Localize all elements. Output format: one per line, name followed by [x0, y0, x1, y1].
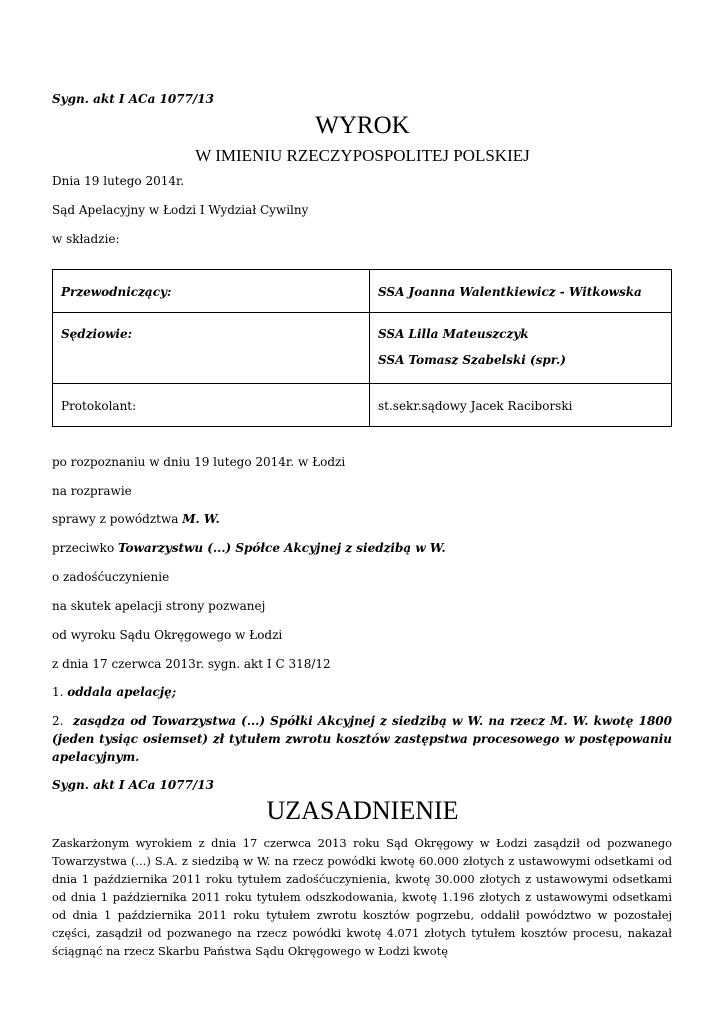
clerk-label: Protokolant:	[61, 399, 137, 413]
defendant-name: Towarzystwu (...) Spółce Akcyjnej z siedzibą w W.	[117, 541, 446, 555]
table-row	[53, 313, 672, 384]
case-signature-bottom: Sygn. akt I ACa 1077/13	[52, 778, 215, 792]
lower-judgment-date: z dnia 17 czerwca 2013r. sygn. akt I C 318/12	[52, 657, 331, 671]
judges-panel-table	[52, 269, 672, 427]
judges-label: Sędziowie:	[61, 327, 133, 341]
reasons-title: UZASADNIENIE	[266, 796, 459, 825]
case-signature-top: Sygn. akt I ACa 1077/13	[52, 92, 215, 106]
reasons-paragraph: Zaskarżonym wyrokiem z dnia 17 czerwca 2013 roku Sąd Okręgowy w Łodzi zasądził od pozwanego Towarzystwa (...) S.A. z siedzibą w W. na rzecz powódki kwotę 60.000 złotych z ustawowymi odsetkami od dnia 1 października 2011 roku tytułem zadośćuczynienia, kwotę 30.000 złotych z ustawowymi odsetkami od dnia 1 października 2011 roku tytułem odszkodowania, kwotę 1.196 złotych z ustawowymi odsetkami od dnia 1 października 2011 roku tytułem zwrotu kosztów pogrzebu, oddalił powództwo w pozostałej części, zasądził od pozwanego na rzecz powódki kwotę 4.071 złotych tytułem kosztów procesu, nakazał ściągnąć na rzecz Skarbu Państwa Sądu Okręgowego w Łodzi kwotę	[52, 836, 672, 958]
chair-label: Przewodniczący:	[61, 285, 172, 299]
appeal-line: na skutek apelacji strony pozwanej	[52, 599, 266, 613]
clerk-name: st.sekr.sądowy Jacek Raciborski	[378, 399, 573, 413]
court-name: Sąd Apelacyjny w Łodzi I Wydział Cywilny	[52, 203, 309, 217]
ruling-item-1: 1. oddala apelację;	[52, 685, 177, 699]
hearing-type: na rozprawie	[52, 484, 132, 498]
plaintiff-name: M. W.	[182, 512, 220, 526]
plaintiff-line: sprawy z powództwa M. W.	[52, 512, 220, 526]
lower-court-line: od wyroku Sądu Okręgowego w Łodzi	[52, 628, 283, 642]
table-row	[53, 270, 672, 313]
document-subtitle: W IMIENIU RZECZYPOSPOLITEJ POLSKIEJ	[195, 146, 530, 165]
claim-subject: o zadośćuczynienie	[52, 570, 170, 584]
hearing-line: po rozpoznaniu w dniu 19 lutego 2014r. w Łodzi	[52, 455, 346, 469]
composition-label: w składzie:	[52, 232, 120, 246]
ruling-item-2: 2. zasądza od Towarzystwa (...) Spółki Akcyjnej z siedzibą w W. na rzecz M. W. kwotę 1800 (jeden tysiąc osiemset) zł tytułem zwrotu kosztów zastępstwa procesowego w postępowaniu apelacyjnym.	[52, 714, 672, 764]
judgment-date: Dnia 19 lutego 2014r.	[52, 174, 185, 188]
table-row	[53, 384, 672, 427]
document-title: WYROK	[315, 112, 410, 139]
defendant-line: przeciwko Towarzystwu (...) Spółce Akcyjnej z siedzibą w W.	[52, 541, 446, 555]
judge-name-1: SSA Lilla Mateuszczyk	[378, 327, 529, 341]
chair-name: SSA Joanna Walentkiewicz - Witkowska	[378, 285, 642, 299]
judge-name-2: SSA Tomasz Szabelski (spr.)	[378, 353, 566, 367]
